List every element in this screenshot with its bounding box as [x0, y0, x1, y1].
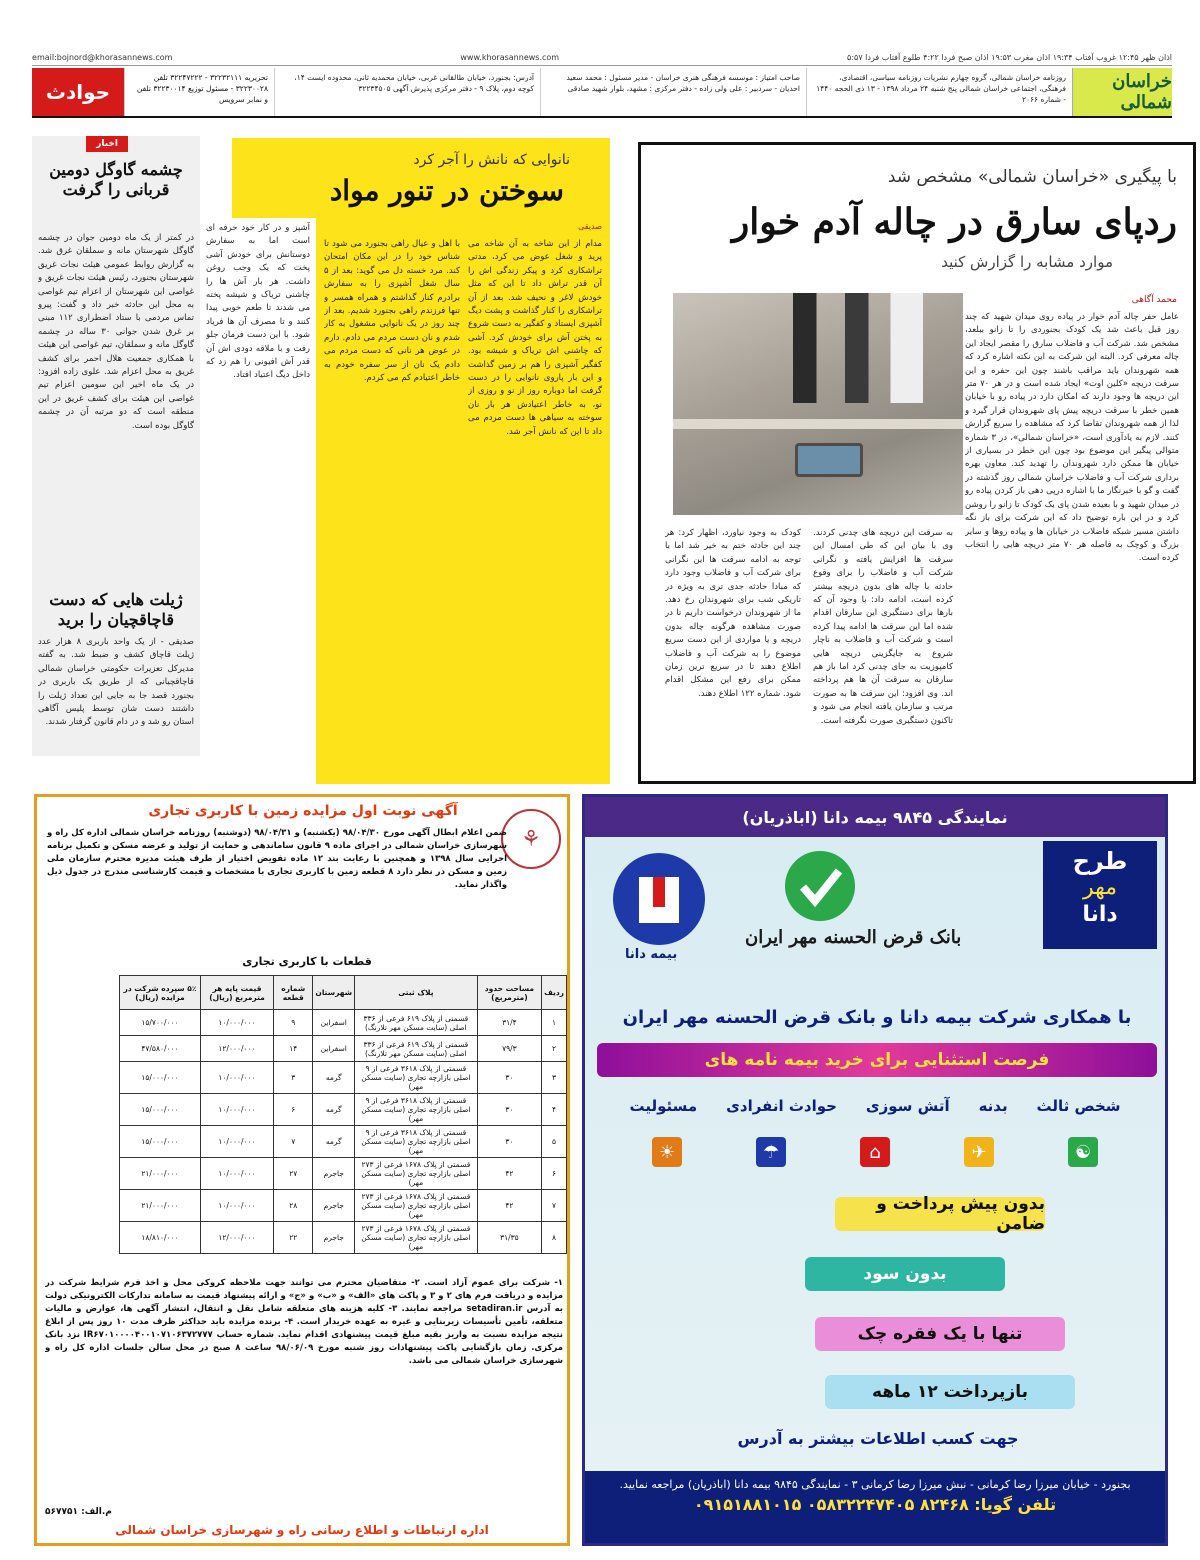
dana-insurance-logo-icon — [609, 849, 709, 949]
auction-footer: اداره ارتباطات و اطلاع رسانی راه و شهرسازی خراسان شمالی — [115, 1523, 489, 1537]
table-cell: ۱۰/۰۰۰/۰۰۰ — [200, 1126, 273, 1158]
news-headline-2[interactable]: ژیلت هایی که دست قاچاقچیان را برید — [49, 590, 183, 629]
table-cell: ۱۰/۰۰۰/۰۰۰ — [200, 1190, 273, 1222]
table-cell: ۳۱/۳۵ — [477, 1222, 541, 1254]
news-column — [32, 136, 200, 756]
table-cell: ۲ — [542, 1036, 567, 1062]
table-cell: ۸ — [542, 1222, 567, 1254]
table-cell: ۱۰/۰۰۰/۰۰۰ — [200, 1062, 273, 1094]
cooperation-line: با همکاری شرکت بیمه دانا و بانک قرض الحسنه مهر ایران — [622, 1007, 1132, 1028]
house-fire-icon: ⌂ — [860, 1137, 890, 1167]
table-cell: قسمتی از پلاک ۱۶۷۸ فرعی از ۲۷۳ اصلی بازارچه تجاری (سایت مسکن مهر) — [355, 1158, 478, 1190]
auction-code: م.الف: ۵۶۷۷۵۱ — [45, 1507, 112, 1517]
feature-byline: صدیقی — [578, 222, 602, 231]
table-cell: ۱۲/۰۰۰/۰۰۰ — [200, 1222, 273, 1254]
main-story — [638, 142, 1196, 784]
table-row — [120, 1010, 567, 1036]
news-tag: اخبار — [86, 136, 128, 152]
header-city: شهرستان — [313, 976, 355, 1010]
news-body-2: صدیقی - از یک واحد باربری ۸ هزار عدد ژیلت قاچاق کشف و ضبط شد. به گفته مدیرکل تعزیرات حکومتی خراسان شمالی قاچاقچیانی که از طریق یک باربری در بجنورد قصد جا به جایی این تعداد ژیلت را داشتند دست شان توسط پلیس آگاهی استان رو شد و در دام قانون گرفتار شدند. — [38, 637, 194, 728]
auction-terms: ۱- شرکت برای عموم آزاد است. ۲- متقاضیان محترم می توانند جهت ملاحظه کروکی محل و اخذ فرم شرایط شرکت در مزایده و دریافت فرم های ۲ و ۳ و پاکت های «الف» و «ب» و «ج» و ارائه پیشنهاد قیمت به سامانه تدارکات الکترونیکی دولت به آدرس setadiran.ir مراجعه نمایند. ۳- کلیه هزینه های متعلقه شامل نقل و انتقال، انتشار آگهی ها، عوارض و مالیات متعلقه، تأمین تأسیسات زیربنایی و غیره به عهده خریدار است. ۴- برنده مزایده باید حداکثر ظرف مدت ۱۰ روز پس از ابلاغ نتیجه مزایده نسبت به واریز بقیه مبلغ قیمت پیشنهادی اقدام نماید. شماره حساب IR۶۷۰۱۰۰۰۰۴۰۰۱۰۷۱۰۶۳۷۲۷۷۷ نزد بانک مرکزی. زمان بازگشایی پاکت پیشنهادات روز شنبه مورخ ۹۸/۰۶/۰۹ ساعت ۸ صبح در محل سالن جلسات اداره کل راه و شهرسازی خراسان شمالی می باشد. — [45, 1278, 563, 1366]
table-cell: ۴۷/۵۸۰/۰۰۰ — [120, 1036, 201, 1062]
table-cell: جاجرم — [313, 1222, 355, 1254]
table-cell: ۳۰ — [477, 1126, 541, 1158]
story-subhead: موارد مشابه را گزارش کنید — [941, 253, 1113, 271]
category-fire: آتش سوزی — [865, 1097, 950, 1115]
table-cell: ۴ — [542, 1094, 567, 1126]
table-cell: ۲۸ — [274, 1190, 313, 1222]
table-cell: ۲۱/۰۰۰/۰۰۰ — [120, 1158, 201, 1190]
auction-table-title: قطعات با کاربری تجاری — [242, 955, 372, 968]
header-price: قیمت پایه هر مترمربع (ریال) — [200, 976, 273, 1010]
table-cell: ۱۵/۰۰۰/۰۰۰ — [120, 1126, 201, 1158]
plan-line-3: دانا — [1082, 902, 1118, 927]
header-plaque: پلاک ثبتی — [355, 976, 478, 1010]
table-cell: قسمتی از پلاک ۶۱۹ فرعی از ۳۳۶ اصلی (سایت مسکن مهر تلارنگ) — [355, 1036, 478, 1062]
iran-emblem-icon: ⚘ — [501, 809, 561, 869]
table-cell: ۱ — [542, 1010, 567, 1036]
insurance-ad — [582, 794, 1168, 1546]
table-cell: قسمتی از پلاک ۱۶۷۸ فرعی از ۲۷۳ اصلی بازارچه تجاری (سایت مسکن مهر) — [355, 1222, 478, 1254]
benefit-one-cheque: تنها با یک فقره چک — [815, 1317, 1065, 1351]
table-cell: گرمه — [313, 1094, 355, 1126]
table-cell: ۲۱/۰۰۰/۰۰۰ — [120, 1190, 201, 1222]
table-cell: ۱۲/۰۰۰/۰۰۰ — [200, 1036, 273, 1062]
table-cell: قسمتی از پلاک ۱۶۷۸ فرعی از ۲۷۳ اصلی بازارچه تجاری (سایت مسکن مهر) — [355, 1190, 478, 1222]
table-cell: قسمتی از پلاک ۳۶۱۸ فرعی از ۹ اصلی بازارچه تجاری (سایت مسکن مهر) — [355, 1126, 478, 1158]
table-cell: ۴۲ — [477, 1190, 541, 1222]
insurance-phones[interactable]: تلفن گویا: ۸۲۴۶۸ ۰۵۸۳۲۲۴۷۴۰۵ ۰۹۱۵۱۸۸۱۰۱۵ — [693, 1495, 1057, 1514]
table-cell: ۶ — [542, 1158, 567, 1190]
more-info-line: جهت کسب اطلاعات بیشتر به آدرس — [737, 1429, 1019, 1448]
table-cell: ۳۱/۴ — [477, 1010, 541, 1036]
table-cell: ۱۵/۷۰۰/۰۰۰ — [120, 1010, 201, 1036]
table-cell: ۴۲ — [477, 1158, 541, 1190]
mehr-bank-logo-icon — [785, 851, 855, 921]
benefit-12-month: بازپرداخت ۱۲ ماهه — [825, 1375, 1075, 1409]
section-title: حوادث — [32, 68, 124, 116]
story-headline[interactable]: ردپای سارق در چاله آدم خوار — [731, 201, 1177, 243]
table-row — [120, 1036, 567, 1062]
website-link[interactable]: www.khorasannews.com — [460, 53, 560, 62]
bank-name: بانک قرض الحسنه مهر ایران — [745, 927, 962, 948]
table-row — [120, 1126, 567, 1158]
opportunity-banner: فرصت استثنایی برای خرید بیمه نامه های — [597, 1043, 1157, 1077]
table-cell: ۹ — [274, 1010, 313, 1036]
auction-table — [119, 975, 567, 1254]
table-row — [120, 1062, 567, 1094]
email-link[interactable]: email:bojnord@khorasannews.com — [32, 53, 173, 62]
masthead — [32, 68, 1172, 118]
table-cell: ۳۰ — [477, 1094, 541, 1126]
table-row — [120, 1094, 567, 1126]
masthead-address: آدرس: بجنورد، خیابان طالقانی غربی، خیابان محمدیه ثانی، محدوده ایست ۱۴، کوچه دوم، پلاک ۹ - دفتر مرکزی پذیرش آگهی ۳۲۲۳۴۵۰۵ — [274, 68, 540, 116]
insurance-categories — [615, 1097, 1135, 1115]
table-cell: ۱۵/۰۰۰/۰۰۰ — [120, 1094, 201, 1126]
story-kicker: با پیگیری «خراسان شمالی» مشخص شد — [887, 167, 1177, 187]
photo-kerb — [673, 419, 963, 429]
table-cell: ۳ — [274, 1062, 313, 1094]
feature-kicker: نانوایی که نانش را آجر کرد — [413, 152, 570, 168]
person-icon: ☯ — [1068, 1137, 1098, 1167]
table-cell: ۱۴ — [274, 1036, 313, 1062]
benefit-no-interest: بدون سود — [805, 1257, 1005, 1291]
table-cell: ۱۸/۸۱۰/۰۰۰ — [120, 1222, 201, 1254]
sun-icon: ☀ — [652, 1137, 682, 1167]
table-cell: ۱۰/۰۰۰/۰۰۰ — [200, 1158, 273, 1190]
story-column-2: به سرقت این دریچه های چدنی کردند. وی با بیان این که طی امسال این سرقت ها افزایش یافته و نگرانی شرکت آب و فاضلاب را برای وقوع حادثه با چاله های بدون دریچه بیشتر کرده است، ادامه داد: با وجود آن که بارها برای دستگیری این سارقان اقدام شده اما این سرقت ها ادامه پیدا کرده است و شرکت آب و فاضلاب به ناچار شروع به جایگزینی دریچه هایی کامپوزیت به جای چدنی کرد اما باز هم سارقان به سرقت آن ها هم پرداخته اند. وی افزود: این سرقت ها به صورت مرتب و سازمان یافته انجام می شود و تاکنون دستگیری صورت نگرفته است. — [813, 528, 953, 726]
masthead-info: روزنامه خراسان شمالی، گروه چهارم نشریات روزنامه سیاسی، اقتصادی، فرهنگی، اجتماعی خراسان شمالی پنج شنبه ۲۴ مرداد ۱۳۹۸ - ۱۳ ذی الحجه ۱۴۴۰ - شماره ۲۰۶۶ — [806, 68, 1072, 116]
story-photo — [673, 293, 963, 515]
table-cell: قسمتی از پلاک ۶۱۹ فرعی از ۳۳۶ اصلی (سایت مسکن مهر تلارنگ) — [355, 1010, 478, 1036]
table-cell: ۳۰ — [477, 1062, 541, 1094]
table-cell: ۳ — [542, 1062, 567, 1094]
top-strip — [32, 50, 1172, 66]
header-row-num: ردیف — [542, 976, 567, 1010]
photo-manhole-hole — [795, 443, 863, 477]
insurance-top-banner: نمایندگی ۹۸۴۵ بیمه دانا (اباذریان) — [585, 797, 1165, 837]
auction-paragraph: ضمن اعلام ابطال آگهی مورخ ۹۸/۰۴/۳۰ (یکشنبه) و ۹۸/۰۴/۳۱ (دوشنبه) روزنامه خراسان شمالی اداره کل راه و شهرسازی خراسان شمالی در اجرای ماده ۹ قانون ساماندهی و حمایت از تولید و عرضه مسکن و تکمیل برنامه اجرایی سال ۱۳۹۸ و همچنین با رعایت بند ۱۲ ماده تفویض اختیار از طرف هیئت مدیره محترم سازمان ملی زمین و مسکن در نظر دارد ۸ قطعه زمین با کاربری تجاری با مشخصات و قیمت کارشناسی مندرج در جدول ذیل واگذار نماید. — [47, 828, 507, 890]
category-body: بدنه — [978, 1097, 1008, 1115]
car-icon: ✈ — [964, 1137, 994, 1167]
news-body-1: در کمتر از یک ماه دومین جوان در چشمه گاوگل شهرستان مانه و سملقان غرق شد. به گزارش روابط عمومی هیئت نجات غریق شهرستان بجنورد، رئیس هیئت نجات غریق و غواصی این شهرستان از اعزام تیم غواصی به محل این حادثه خبر داد و گفت: پیرو تماس مردمی با ستاد اضطراری ۱۱۲ مبنی بر غرق شدن جوانی ۳۰ ساله در چشمه گاوگل مانه و سملقان، تیم غواصی این هیئت با همکاری جمعیت هلال احمر برای کشف غریق به محل اعزام شد. علوی زاده افزود: در یک ماه اخیر این سومین اعزام تیم غواصی این هیئت برای کشف غریق در این منطقه است که دو مرتبه آن در چشمه گاوگل بوده است. — [38, 233, 194, 431]
category-third-party: شخص ثالث — [1036, 1097, 1121, 1115]
table-cell: جاجرم — [313, 1158, 355, 1190]
masthead-owner: صاحب امتیاز : موسسه فرهنگی هنری خراسان - مدیر مسئول : محمد سعید احدیان - سردبیر : علی ولی زاده - دفتر مرکزی : مشهد، بلوار شهید صادقی — [540, 68, 806, 116]
plan-badge — [1043, 841, 1157, 949]
table-cell: قسمتی از پلاک ۳۶۱۸ فرعی از ۹ اصلی بازارچه تجاری (سایت مسکن مهر) — [355, 1094, 478, 1126]
plan-line-2: مهر — [1082, 875, 1118, 900]
table-cell: اسفراین — [313, 1036, 355, 1062]
insurance-contact — [585, 1471, 1165, 1543]
feature-column-1: مدام از این شاخه به آن شاخه می پرید و شغل عوض می کرد، مدتی تراشکاری کرد و پیکر زندگی اش را آن قدر تراش داد تا این که مثل خودش لاغر و نحیف شد. بعد از آن تراشکاری را کنار گذاشت و پشت دیگ آشپزی ایستاد و کفگیر به دست شروع به پختن آش برای خودش کرد. آشی که چاشنی اش تریاک و شیشه بود. کفگیر آشپزی را هم بر زمین گذاشت و این بار پاروی نانوایی را در دست گرفت اما دوباره روز از نو و روزی از نو، به خاطر اعتیادش هر بار نان سوخته به سیاهی ها دست مردم می داد تا این که نانش آجر شد. — [468, 239, 602, 437]
feature-header-extension — [232, 138, 316, 218]
newspaper-logo[interactable]: خراسان شمالی — [1072, 68, 1172, 116]
benefit-no-prepayment: بدون پیش پرداخت و ضامن — [835, 1197, 1045, 1231]
feature-column-3: آشپز و در کار خود حرفه ای است اما به سفارش دوستانش برای خودش آشی پخت که یک وجب روغن داشت. هر بار آش ها را چاشنی تریاک و شیشه پخته می شدند تا طعم خوبی پیدا کنند و تا مصرف آن ها فریاد شود. با این دست فرمان جلو رفت و با ملاقه دودی اش آن قدر آش افیونی را هم زد که داخل دیگ اعتیاد افتاد. — [206, 223, 310, 381]
table-row — [120, 1190, 567, 1222]
table-cell: گرمه — [313, 1062, 355, 1094]
category-accident: حوادث انفرادی — [726, 1097, 837, 1115]
feature-story — [316, 138, 610, 784]
auction-title: آگهی نوبت اول مزایده زمین با کاربری تجاری — [148, 803, 458, 819]
story-byline: محمد آگاهی — [1131, 295, 1177, 305]
auction-table-header — [120, 976, 567, 1010]
feature-headline[interactable]: سوختن در تنور مواد — [329, 174, 564, 207]
table-row — [120, 1158, 567, 1190]
auction-ad — [34, 794, 570, 1546]
table-cell: ۷۹/۳ — [477, 1036, 541, 1062]
table-cell: جاجرم — [313, 1190, 355, 1222]
category-liability: مسئولیت — [629, 1097, 698, 1115]
insurance-address: بجنورد - خیابان میرزا رضا کرمانی - نبش میرزا رضا کرمانی ۳ - نمایندگی ۹۸۴۵ بیمه دانا (اباذریان) مراجعه نمایید. — [619, 1478, 1131, 1491]
header-area: مساحت حدود (مترمربع) — [477, 976, 541, 1010]
header-deposit: ۵٪ سپرده شرکت در مزایده (ریال) — [120, 976, 201, 1010]
dana-name: بیمه دانا — [625, 947, 678, 962]
table-cell: ۲۲ — [274, 1222, 313, 1254]
table-cell: ۱۰/۰۰۰/۰۰۰ — [200, 1010, 273, 1036]
table-cell: ۱۰/۰۰۰/۰۰۰ — [200, 1094, 273, 1126]
table-row — [120, 1222, 567, 1254]
plan-line-1: طرح — [1072, 847, 1128, 875]
prayer-times: اذان ظهر ۱۲:۴۵ غروب آفتاب ۱۹:۳۴ اذان مغرب ۱۹:۵۳ اذان صبح فردا ۴:۲۲ طلوع آفتاب فردا ۵:۵۷ — [847, 53, 1172, 62]
table-cell: قسمتی از پلاک ۳۶۱۸ فرعی از ۹ اصلی بازارچه تجاری (سایت مسکن مهر) — [355, 1062, 478, 1094]
story-column-1: عامل حفر چاله آدم خوار در پیاده روی میدان شهید که چند روز قبل باعث شد یک کودک بجنوردی را تا زانو ببلعد، مشخص شد. شرکت آب و فاضلاب سارق را مقصر ایجاد این چاله معرفی کرد. البته این شرکت به این نکته اشاره کرد که همه شهروندان باید مراقب باشند چون این حفره و این سرقت دریچه «کلین اوت» ایجاد شده است و در هر ۷۰ متر این دریچه ها وجود دارند که امکان دارد در پیاده رو با خیابان همین خطر با سرقت دریچه پیش پای شهروندان قرار گیرد و لذا از همه شهروندان تقاضا کرد که مشاهده را سریع گزارش کنند. لازم به یادآوری است، «خراسان شمالی»، در ۳ شماره متوالی پیگیر این موضوع بود چون این خطر در بسیاری از خیابان ها ممکن دارد شهروندان را تهدید کند. معاون بهره برداری شرکت آب و فاضلاب خراسان شمالی روز گذشته در گفت و گو با خبرنگار ما با اشاره درپی دهی باز کردن پیاده رو در میدان شهید و با بعیده شدن پای یک کودک تا زانو را روشن کرد و در این باره توضیح داد که این شرکت برای باز نگه داشتن مسیر شبکه فاضلاب در خیابان ها و پیاده روها و سایر بزرگ و کوچک به فاصله هر ۷۰ متر دریچه هایی را انتخاب کرده است. — [965, 312, 1179, 564]
news-headline-1[interactable]: چشمه گاوگل دومین قربانی را گرفت — [49, 160, 183, 199]
category-icons — [615, 1137, 1135, 1167]
table-cell: ۵ — [542, 1126, 567, 1158]
photo-pedestrians — [793, 293, 923, 403]
rain-icon: ☂ — [756, 1137, 786, 1167]
table-cell: ۷ — [542, 1190, 567, 1222]
feature-column-2: با اهل و عیال راهی بجنورد می شود تا شناس خود را در این مکان امتحان کند. مرد خسته دل می گوید: بعد از ۵ سال شغل آشپزی را به سفارش برادرم کنار گذاشتم و همراه همسر و تنها فرزندم راهی بجنورد شدیم. بعد از چند روز در یک نانوایی مشغول به کار شدم و نان دست مردم می دادم. دارم در عوض هر نانی که دست مردم می دادم یک نان از سر سفره خودم به خاطر اعتیادم کم می کردم. — [324, 239, 460, 384]
table-cell: گرمه — [313, 1126, 355, 1158]
story-column-3: کودک به وجود نیاورد، اظهار کرد: هر چند این حادثه ختم به خیر شد اما با توجه به ادامه سرقت ها این نگرانی برای شرکت آب و فاضلاب وجود دارد که مبادا حادثه جدی تری به ویژه در تاریکی شب برای شهروندان رخ دهد. ما از شهروندان درخواست داریم تا در صورت مشاهده هرگونه چاله بدون دریچه و یا مواردی از این دست سریع موضوع را به شرکت آب و فاضلاب اطلاع دهند تا در سریع ترین زمان ممکن برای رفع این مشکل اقدام شود. شماره ۱۲۲ اطلاع دهند. — [665, 528, 801, 699]
masthead-phones: تحریریه ۳۲۲۳۲۱۱۱ - ۳۲۲۴۷۲۲۲ تلفن ۳۲۲۳۰۰۲۸ - مسئول توزیع ۳۲۲۳۰۰۱۴ تلفن و نمابر سرویس — [124, 68, 274, 116]
table-cell: ۶ — [274, 1094, 313, 1126]
table-cell: اسفراین — [313, 1010, 355, 1036]
table-cell: ۲۷ — [274, 1158, 313, 1190]
header-lot: شماره قطعه — [274, 976, 313, 1010]
table-cell: ۱۵/۰۰۰/۰۰۰ — [120, 1062, 201, 1094]
table-cell: ۷ — [274, 1126, 313, 1158]
